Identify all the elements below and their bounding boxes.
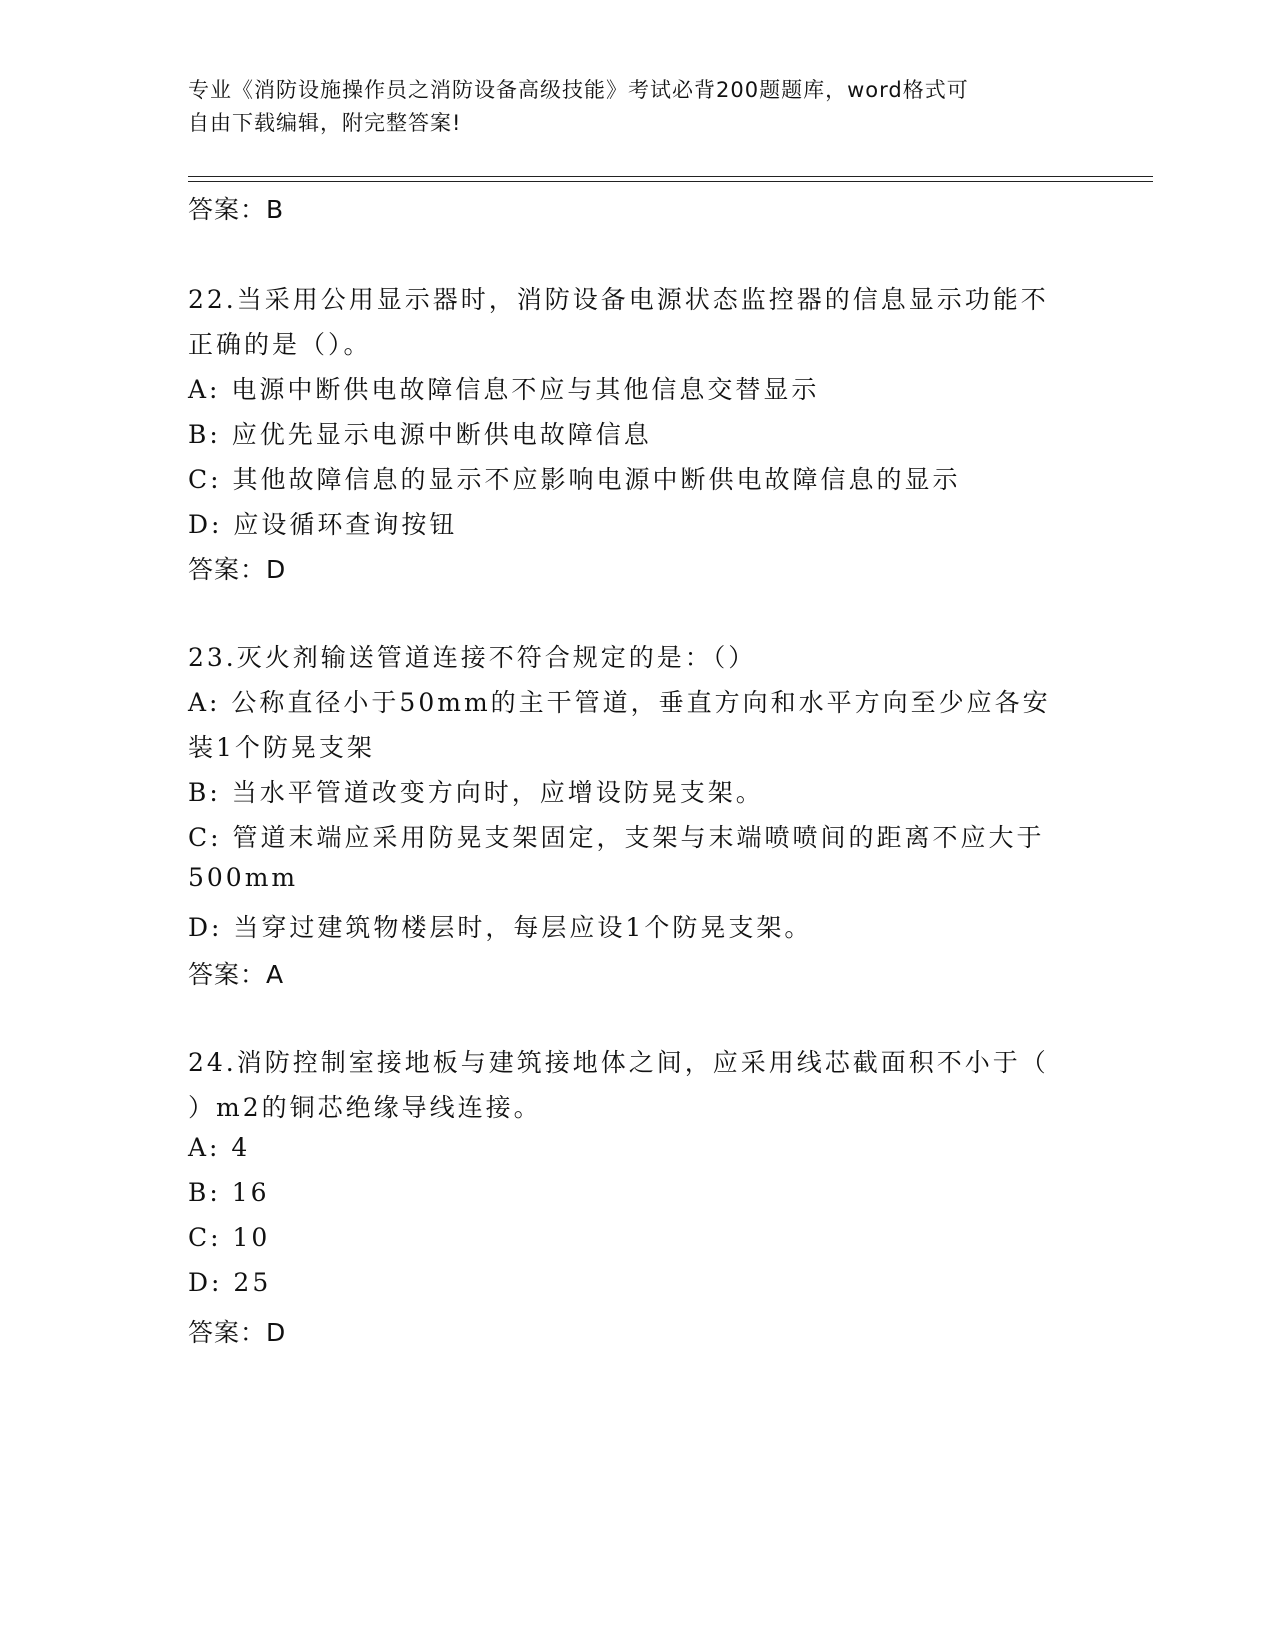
document-header [188, 74, 1068, 140]
option-a-cont: 装1个防晃支架 [188, 733, 375, 762]
question-stem: 22.当采用公用显示器时，消防设备电源状态监控器的信息显示功能不 [188, 285, 1049, 314]
option-b: B: 16 [188, 1178, 270, 1207]
header-divider-top [188, 176, 1153, 177]
option-a: A: 4 [188, 1133, 251, 1162]
option-c: C: 管道末端应采用防晃支架固定，支架与末端喷喷间的距离不应大于 [188, 823, 1045, 852]
option-d: D: 25 [188, 1268, 272, 1297]
header-line-2: 自由下载编辑，附完整答案! [188, 111, 462, 135]
header-line-1: 专业《消防设施操作员之消防设备高级技能》考试必背200题题库，word格式可 [188, 78, 969, 102]
option-d: D: 当穿过建筑物楼层时，每层应设1个防晃支架。 [188, 913, 813, 942]
previous-answer: 答案：B [188, 195, 285, 224]
option-a: A: 公称直径小于50mm的主干管道，垂直方向和水平方向至少应各安 [188, 688, 1051, 717]
answer: 答案：D [188, 555, 287, 584]
option-c: C: 10 [188, 1223, 271, 1252]
question-stem-cont: ）m2的铜芯绝缘导线连接。 [188, 1093, 542, 1122]
header-divider-bottom [188, 181, 1153, 182]
option-c: C: 其他故障信息的显示不应影响电源中断供电故障信息的显示 [188, 465, 961, 494]
question-stem: 24.消防控制室接地板与建筑接地体之间，应采用线芯截面积不小于（ [188, 1048, 1049, 1077]
answer: 答案：A [188, 960, 285, 989]
option-b: B: 应优先显示电源中断供电故障信息 [188, 420, 652, 449]
option-d: D: 应设循环查询按钮 [188, 510, 458, 539]
question-stem-cont: 正确的是（）。 [188, 330, 372, 359]
option-c-cont: 500mm [188, 863, 299, 892]
answer: 答案：D [188, 1318, 287, 1347]
option-b: B: 当水平管道改变方向时，应增设防晃支架。 [188, 778, 764, 807]
question-stem: 23.灭火剂输送管道连接不符合规定的是：（） [188, 643, 757, 672]
option-a: A: 电源中断供电故障信息不应与其他信息交替显示 [188, 375, 820, 404]
